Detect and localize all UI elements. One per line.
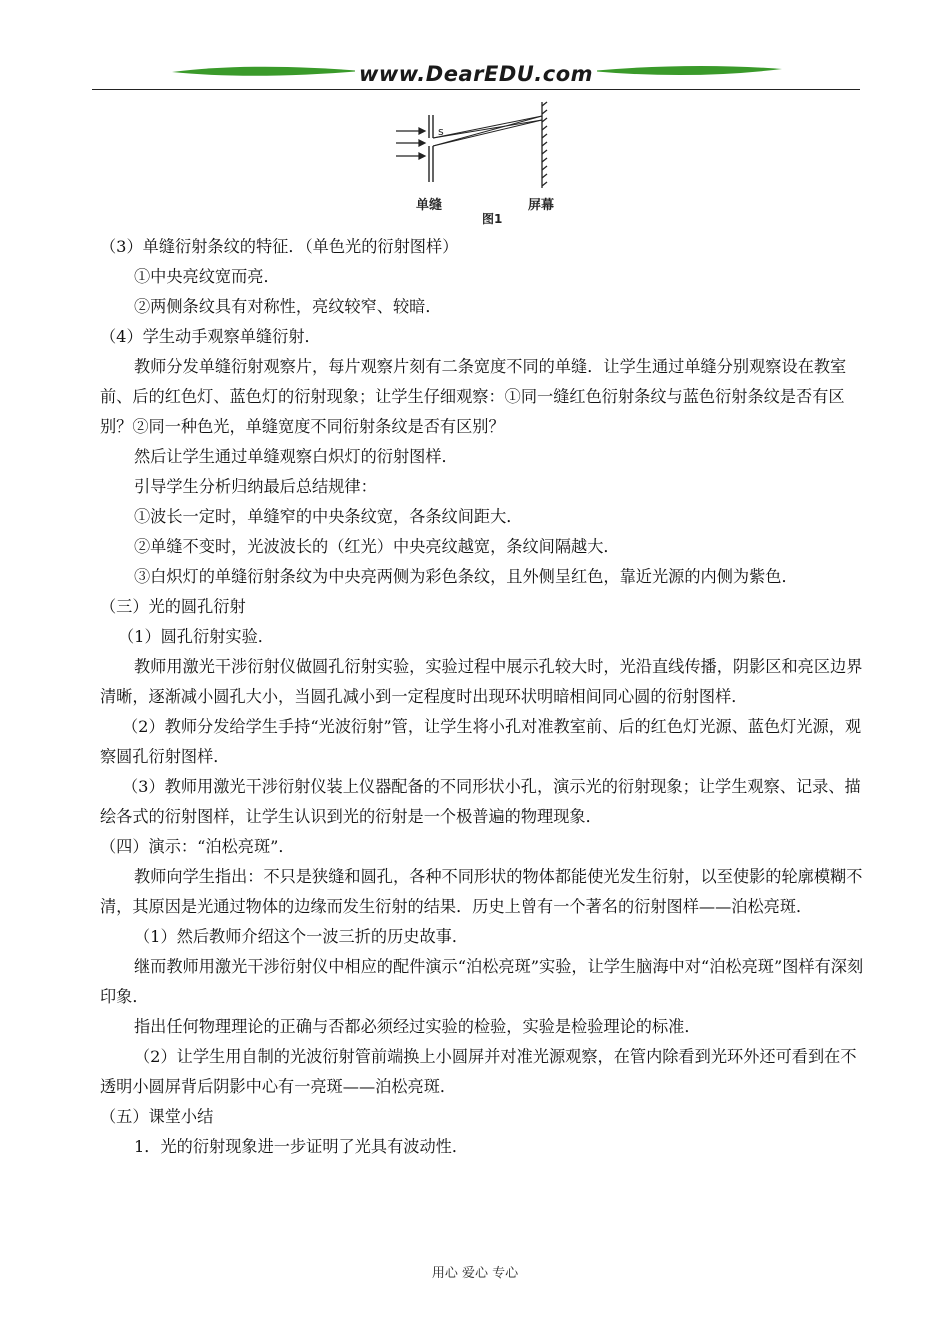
label-single-slit: 单缝 bbox=[416, 198, 443, 213]
paragraph: ②单缝不变时，光波波长的（红光）中央亮纹越宽，条纹间隔越大． bbox=[134, 537, 620, 556]
paragraph: （2）让学生用自制的光波衍射管前端换上小圆屏并对准光源观察，在管内除看到光环外还可看到在不透明小圆屏背后阴影中心有一亮斑——泊松亮斑． bbox=[100, 1047, 857, 1096]
header-rule bbox=[92, 89, 860, 90]
slit-width-label: s bbox=[438, 125, 444, 138]
paragraph: （3）单缝衍射条纹的特征．（单色光的衍射图样） bbox=[100, 237, 459, 256]
paragraph: （四）演示：“泊松亮斑”． bbox=[100, 837, 295, 856]
paragraph: 教师向学生指出：不只是狭缝和圆孔，各种不同形状的物体都能使光发生衍射，以至使影的轮廓模糊不清，其原因是光通过物体的边缘而发生衍射的结果．历史上曾有一个著名的衍射图样——泊松亮斑． bbox=[100, 867, 863, 916]
paragraph: 然后让学生通过单缝观察白炽灯的衍射图样． bbox=[134, 447, 458, 466]
paragraph: ①波长一定时，单缝窄的中央条纹宽，各条纹间距大． bbox=[134, 507, 523, 526]
paragraph: （1）然后教师介绍这个一波三折的历史故事． bbox=[134, 927, 469, 946]
incident-light-arrows bbox=[396, 128, 425, 159]
label-screen: 屏幕 bbox=[528, 198, 555, 213]
paragraph: （三）光的圆孔衍射 bbox=[100, 597, 246, 616]
paragraph: 引导学生分析归纳最后总结规律： bbox=[134, 477, 377, 496]
paragraph: 指出任何物理理论的正确与否都必须经过实验的检验，实验是检验理论的标准． bbox=[134, 1017, 701, 1036]
figure-1-diagram bbox=[392, 100, 582, 228]
paragraph: （1）圆孔衍射实验． bbox=[118, 627, 274, 646]
diffraction-rays bbox=[433, 116, 542, 146]
paragraph: ②两侧条纹具有对称性，亮纹较窄、较暗． bbox=[134, 297, 442, 316]
screen bbox=[542, 102, 547, 188]
paragraph: （4）学生动手观察单缝衍射． bbox=[100, 327, 321, 346]
paragraph: 教师用激光干涉衍射仪做圆孔衍射实验，实验过程中展示孔较大时，光沿直线传播，阴影区和亮区边界清晰，逐渐减小圆孔大小，当圆孔减小到一定程度时出现环状明暗相间同心圆的衍射图样． bbox=[100, 657, 863, 706]
page-footer: 用心 爱心 专心 bbox=[431, 1266, 519, 1281]
paragraph: ①中央亮纹宽而亮． bbox=[134, 267, 280, 286]
site-logo[interactable]: www.DearEDU.com bbox=[92, 62, 860, 86]
paragraph: ③白炽灯的单缝衍射条纹为中央亮两侧为彩色条纹，且外侧呈红色，靠近光源的内侧为紫色． bbox=[134, 567, 798, 586]
slit-plate bbox=[429, 115, 433, 182]
document-body bbox=[100, 232, 865, 1162]
paragraph: （3）教师用激光干涉衍射仪装上仪器配备的不同形状小孔，演示光的衍射现象；让学生观察、记录、描绘各式的衍射图样，让学生认识到光的衍射是一个极普遍的物理现象． bbox=[100, 777, 861, 826]
paragraph: （五）课堂小结 bbox=[100, 1107, 214, 1126]
paragraph: 继而教师用激光干涉衍射仪中相应的配件演示“泊松亮斑”实验，让学生脑海中对“泊松亮斑”图样有深刻印象． bbox=[100, 957, 864, 1006]
paragraph: （2）教师分发给学生手持“光波衍射”管，让学生将小孔对准教室前、后的红色灯光源、蓝色灯光源，观察圆孔衍射图样． bbox=[100, 717, 862, 766]
paragraph: 1．光的衍射现象进一步证明了光具有波动性． bbox=[134, 1137, 469, 1156]
page-header bbox=[92, 58, 860, 92]
paragraph: 教师分发单缝衍射观察片，每片观察片刻有二条宽度不同的单缝．让学生通过单缝分别观察设在教室前、后的红色灯、蓝色灯的衍射现象；让学生仔细观察：①同一缝红色衍射条纹与蓝色衍射条纹是否有区别？②同一种色光，单缝宽度不同衍射条纹是否有区别？ bbox=[100, 357, 847, 436]
figure-caption: 图1 bbox=[482, 212, 503, 226]
single-slit-diagram bbox=[392, 100, 582, 200]
